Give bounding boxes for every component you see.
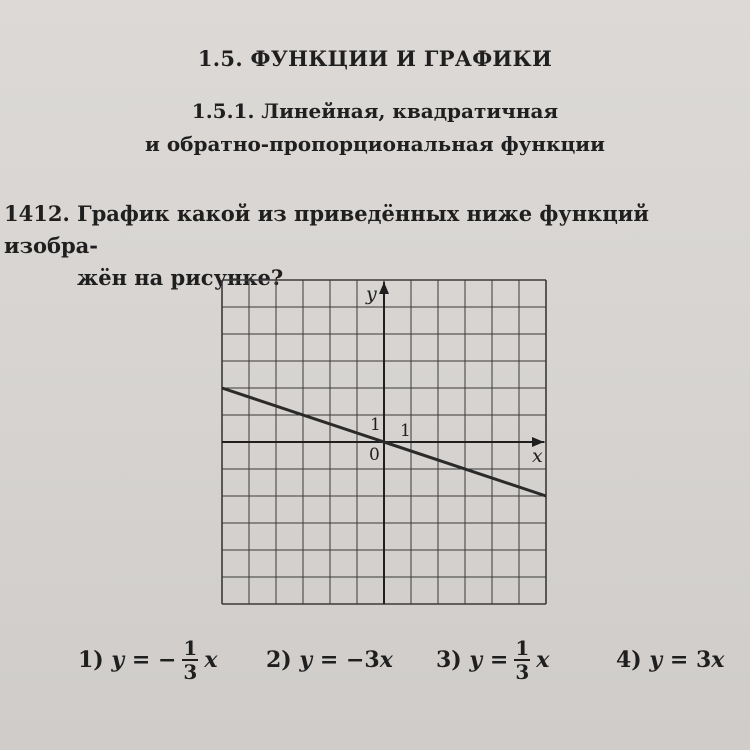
answer-4-rhs: x bbox=[711, 647, 725, 673]
subsection-title-line1: 1.5.1. Линейная, квадратичная bbox=[191, 99, 559, 123]
answer-1-rhs: x bbox=[204, 647, 218, 673]
section-title: 1.5. ФУНКЦИИ И ГРАФИКИ bbox=[197, 46, 553, 71]
problem-text-line1: График какой из приведённых ниже функций изобра- bbox=[4, 201, 649, 258]
answer-option-1[interactable] bbox=[78, 630, 218, 690]
answer-4-eq: = 3 bbox=[669, 647, 712, 673]
answer-option-3[interactable] bbox=[436, 630, 549, 690]
y-axis-label: y bbox=[366, 283, 377, 305]
y-axis-arrow bbox=[379, 282, 389, 294]
answer-2-rhs: x bbox=[379, 647, 393, 673]
answer-4-number: 4) bbox=[616, 647, 642, 673]
answer-option-4[interactable] bbox=[616, 630, 724, 690]
subsection-title-line2: и обратно-пропорциональная функции bbox=[145, 132, 605, 156]
answer-3-rhs: x bbox=[536, 647, 550, 673]
answer-1-denominator: 3 bbox=[183, 660, 198, 684]
answer-3-lhs: y bbox=[469, 647, 483, 673]
answer-3-denominator: 3 bbox=[515, 660, 530, 684]
answer-3-fraction bbox=[514, 637, 530, 683]
answer-2-eq: = −3 bbox=[319, 647, 380, 673]
answer-3-eq: = bbox=[489, 647, 509, 673]
origin-label: 0 bbox=[369, 445, 380, 465]
answer-options bbox=[0, 630, 750, 700]
answer-3-number: 3) bbox=[436, 647, 462, 673]
answer-1-numerator: 1 bbox=[183, 636, 198, 660]
answer-4-lhs: y bbox=[649, 647, 663, 673]
x-axis-label: x bbox=[532, 445, 543, 467]
answer-2-lhs: y bbox=[299, 647, 313, 673]
answer-1-eq: = − bbox=[131, 647, 177, 673]
answer-1-fraction bbox=[182, 637, 198, 683]
answer-3-numerator: 1 bbox=[515, 636, 530, 660]
x-unit-label: 1 bbox=[400, 421, 411, 441]
y-unit-label: 1 bbox=[370, 415, 381, 435]
answer-1-lhs: y bbox=[111, 647, 125, 673]
problem-number: 1412. bbox=[4, 201, 70, 226]
problem-text-line2: жён на рисунке? bbox=[77, 265, 284, 290]
answer-1-number: 1) bbox=[78, 647, 104, 673]
answer-option-2[interactable] bbox=[266, 630, 393, 690]
answer-2-number: 2) bbox=[266, 647, 292, 673]
